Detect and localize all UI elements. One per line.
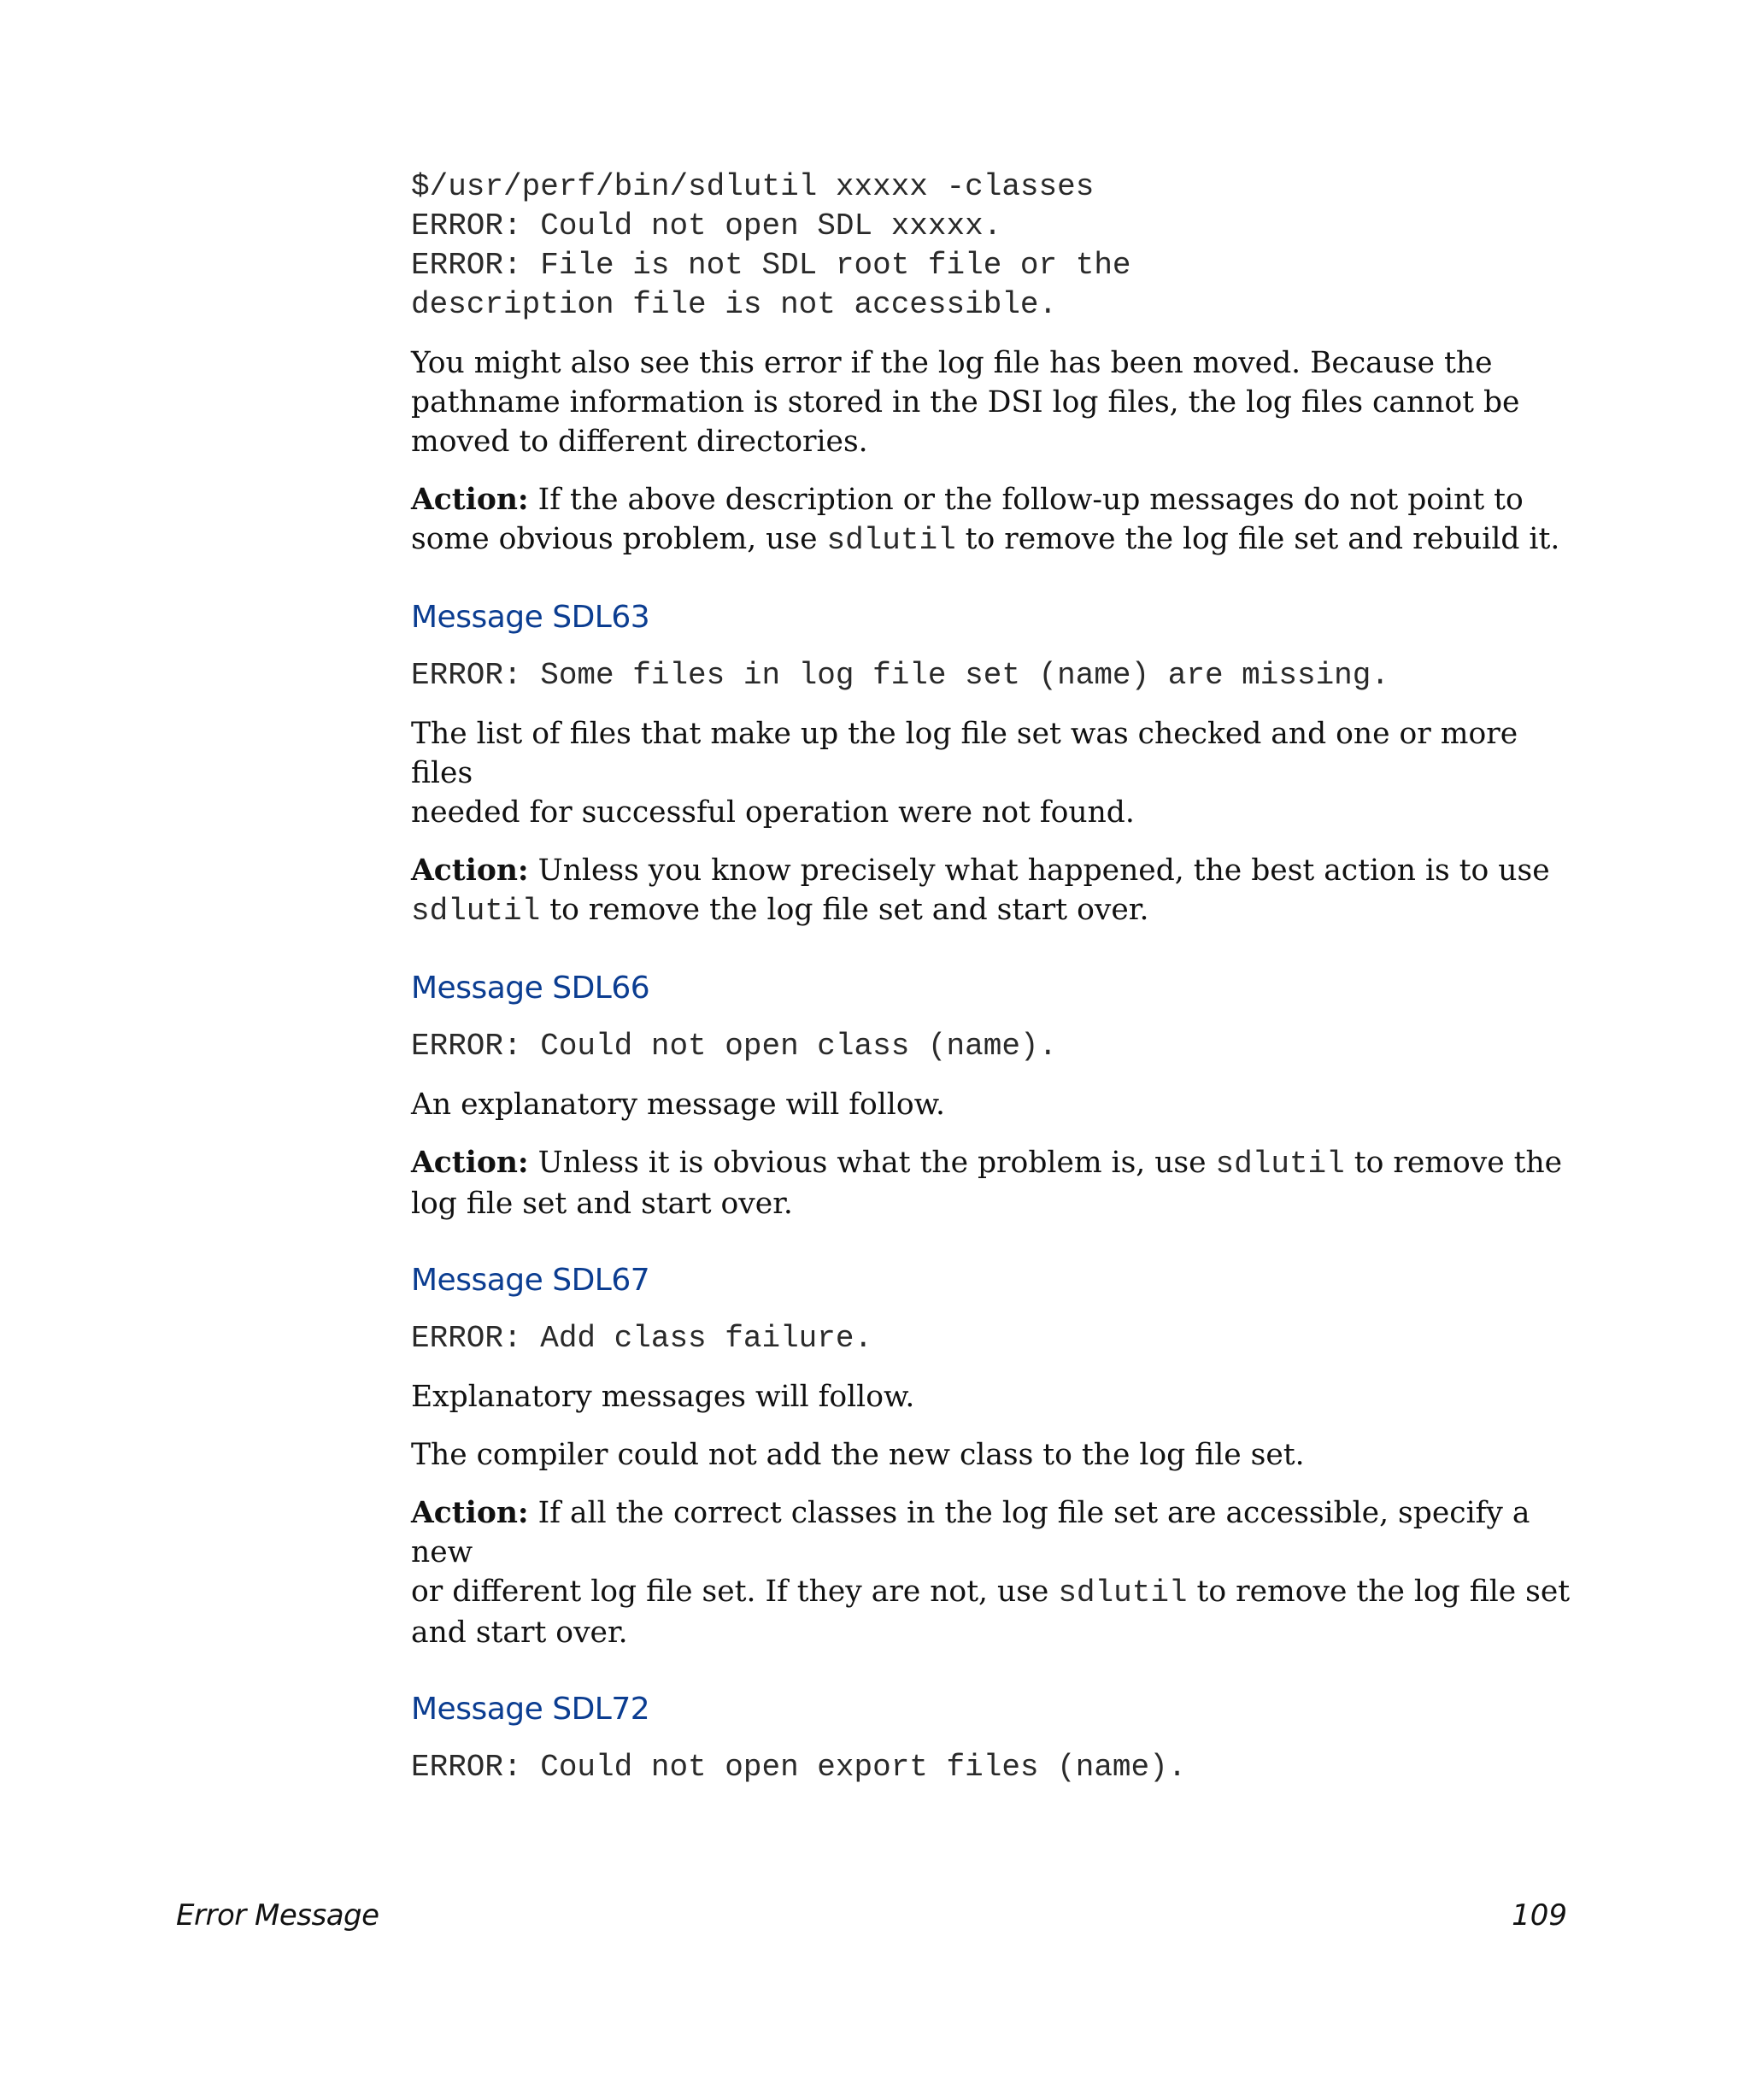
action-label: Action:	[411, 483, 529, 517]
action-text: to remove the log file set and start over.	[540, 893, 1149, 927]
action-label: Action:	[411, 1146, 529, 1180]
action-text: or different log file set. If they are not, use	[411, 1575, 1059, 1609]
action-line	[411, 851, 1582, 890]
error-code: ERROR: Could not open class (name).	[411, 1029, 1058, 1064]
action-text: If all the correct classes in the log file set are accessible, specify a new	[411, 1496, 1530, 1569]
text-line: Explanatory messages will follow.	[411, 1380, 915, 1414]
message-section-sdl72	[411, 1690, 1582, 1787]
action-line	[411, 519, 1582, 560]
page-content	[411, 167, 1582, 1787]
message-section-sdl63	[411, 598, 1582, 931]
action-label: Action:	[411, 1496, 529, 1530]
intro-paragraph	[411, 343, 1582, 461]
code-line: ERROR: Could not open SDL xxxxx.	[411, 208, 1002, 243]
text-line: needed for successful operation were not found.	[411, 795, 1135, 830]
message-heading: Message SDL66	[411, 971, 650, 1006]
text-line: pathname information is stored in the DSI log files, the log files cannot be	[411, 385, 1520, 419]
intro-code-block	[411, 167, 1582, 325]
action-line	[411, 1143, 1582, 1184]
text-line: The compiler could not add the new class to the log file set.	[411, 1438, 1305, 1472]
message-section-sdl67	[411, 1261, 1582, 1652]
text-line: The list of files that make up the log file set was checked and one or more files	[411, 717, 1518, 790]
action-line	[411, 1493, 1582, 1572]
inline-code: sdlutil	[826, 523, 956, 558]
message-heading: Message SDL63	[411, 600, 650, 635]
code-line: $/usr/perf/bin/sdlutil xxxxx -classes	[411, 169, 1095, 204]
action-text: If the above description or the follow-up messages do not point to	[528, 483, 1524, 517]
text-line: An explanatory message will follow.	[411, 1088, 945, 1122]
action-line	[411, 890, 1582, 931]
text-line: You might also see this error if the log file has been moved. Because the	[411, 346, 1493, 380]
error-code: ERROR: Some files in log file set (name) are missing.	[411, 658, 1389, 693]
action-text: to remove the	[1344, 1146, 1563, 1180]
action-text: Unless it is obvious what the problem is, use	[528, 1146, 1216, 1180]
intro-action	[411, 480, 1582, 560]
page-number: 109	[1512, 1898, 1567, 1933]
inline-code: sdlutil	[1058, 1575, 1188, 1610]
action-text: Unless you know precisely what happened, the best action is to use	[528, 853, 1550, 888]
action-line	[411, 480, 1582, 519]
inline-code: sdlutil	[411, 894, 541, 929]
inline-code: sdlutil	[1215, 1147, 1345, 1182]
error-code: ERROR: Could not open export files (name).	[411, 1750, 1187, 1785]
message-section-sdl66	[411, 969, 1582, 1223]
code-line: description file is not accessible.	[411, 287, 1058, 322]
action-label: Action:	[411, 853, 529, 888]
message-heading: Message SDL72	[411, 1692, 650, 1727]
footer-section-title: Error Message	[176, 1898, 379, 1933]
action-text: to remove the log file set and rebuild it.	[955, 522, 1560, 556]
action-line: log file set and start over.	[411, 1187, 793, 1221]
action-line	[411, 1572, 1582, 1613]
action-text: to remove the log file set	[1187, 1575, 1571, 1609]
action-text: some obvious problem, use	[411, 522, 827, 556]
error-code: ERROR: Add class failure.	[411, 1321, 873, 1356]
code-line: ERROR: File is not SDL root file or the	[411, 248, 1131, 283]
text-line: moved to different directories.	[411, 425, 868, 459]
action-line: and start over.	[411, 1616, 628, 1650]
message-heading: Message SDL67	[411, 1263, 650, 1298]
